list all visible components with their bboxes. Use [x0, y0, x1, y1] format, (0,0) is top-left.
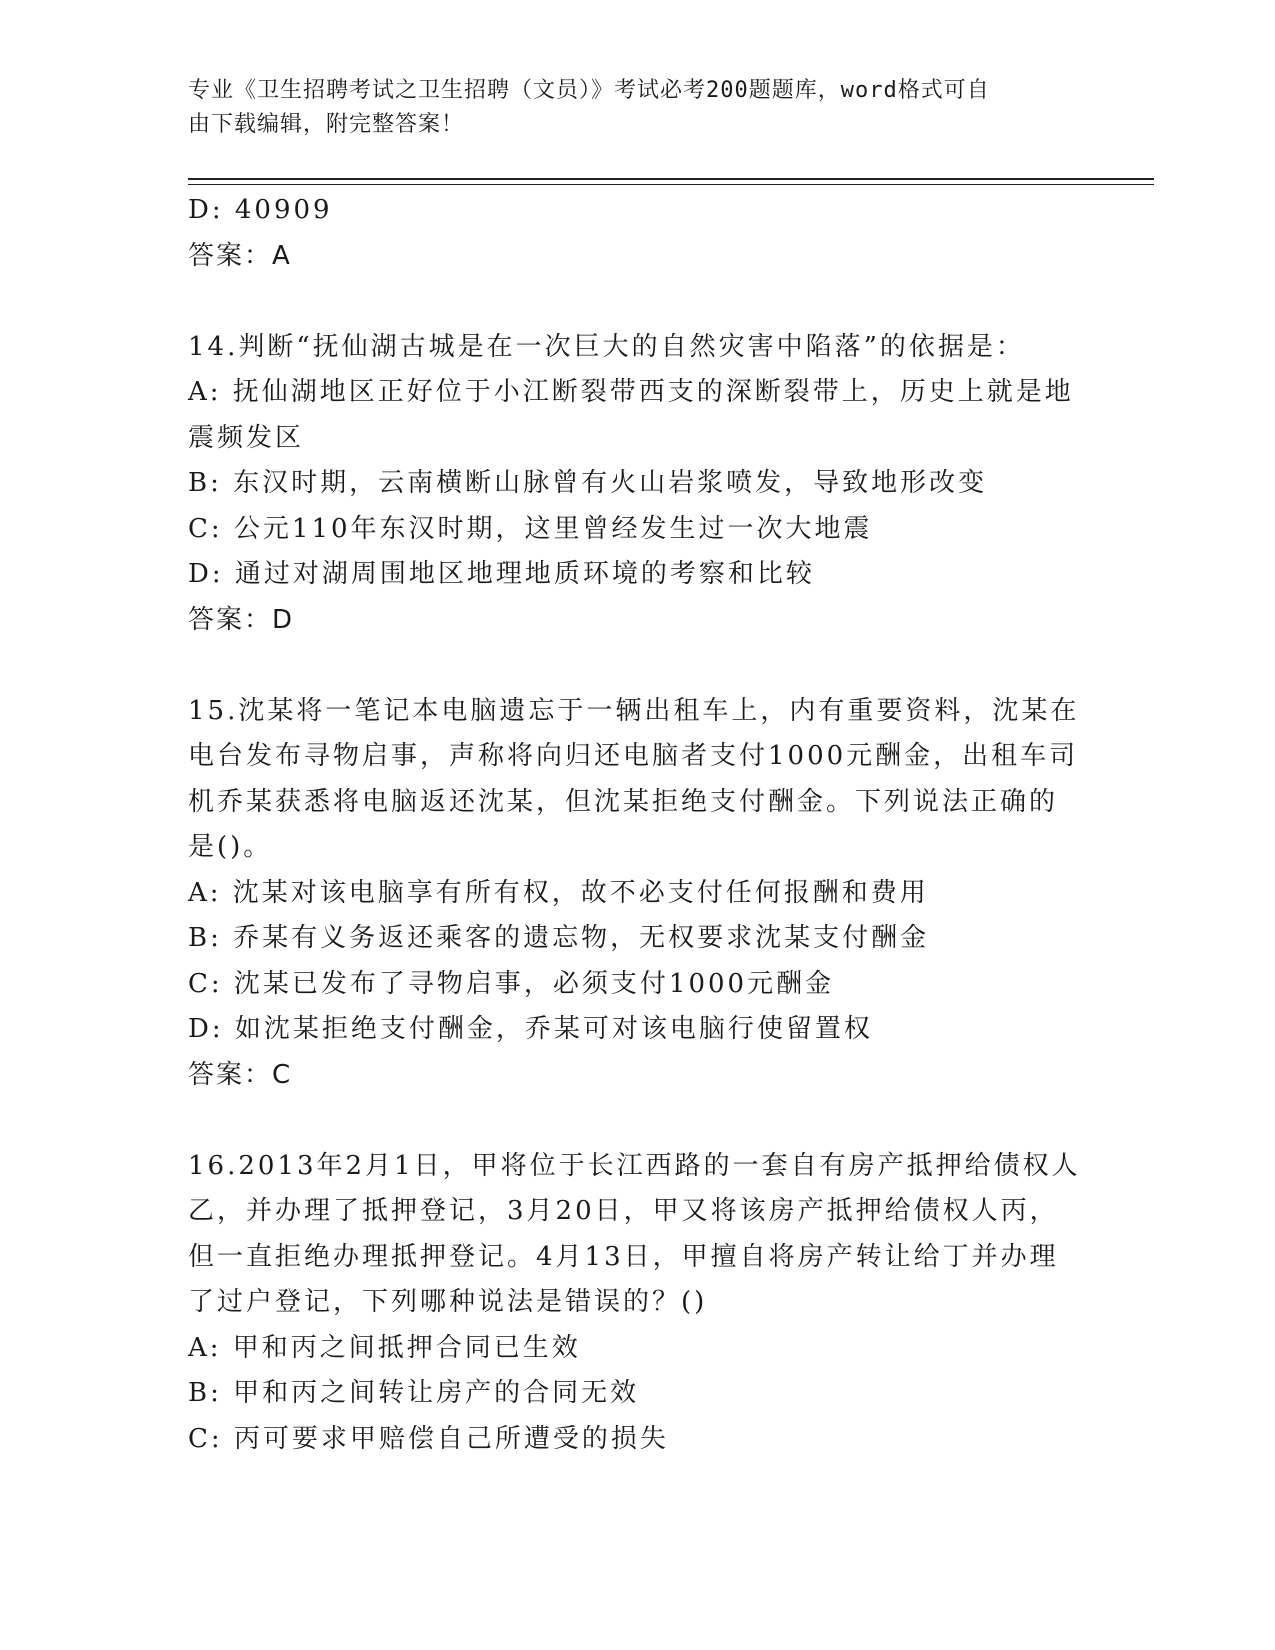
question-stem-continued: 乙，并办理了抵押登记，3月20日，甲又将该房产抵押给债权人丙， [188, 1196, 1059, 1226]
question-stem: 15.沈某将一笔记本电脑遗忘于一辆出租车上，内有重要资料，沈某在 [188, 695, 1080, 726]
header-divider-thin [188, 184, 1154, 185]
question-stem-continued: 但一直拒绝办理抵押登记。4月13日，甲擅自将房产转让给丁并办理 [188, 1241, 1059, 1272]
question-14 [188, 325, 1088, 644]
question-15 [188, 689, 1088, 1099]
question-stem-continued: 了过户登记，下列哪种说法是错误的？() [188, 1287, 708, 1317]
question-stem-continued: 电台发布寻物启事，声称将向归还电脑者支付1000元酬金，出租车司 [188, 741, 1079, 771]
spacer [188, 279, 1088, 325]
option-b: B: 甲和丙之间转让房产的合同无效 [188, 1378, 640, 1408]
option-c: C: 公元110年东汉时期，这里曾经发生过一次大地震 [188, 513, 873, 544]
option-a: A: 抚仙湖地区正好位于小江断裂带西支的深断裂带上，历史上就是地 [188, 377, 1074, 407]
question-stem: 16.2013年2月1日，甲将位于长江西路的一套自有房产抵押给债权人 [188, 1150, 1081, 1181]
option-a: A: 甲和丙之间抵押合同已生效 [188, 1332, 581, 1363]
option-c: C: 丙可要求甲赔偿自己所遭受的损失 [188, 1423, 669, 1454]
question-content [188, 188, 1088, 1462]
question-stem-continued: 机乔某获悉将电脑返还沈某，但沈某拒绝支付酬金。下列说法正确的 [188, 786, 1059, 817]
question-13-tail [188, 188, 1088, 279]
answer-line: 答案：D [188, 604, 295, 635]
spacer [188, 643, 1088, 689]
option-d: D: 通过对湖周围地区地理地质环境的考察和比较 [188, 559, 815, 589]
question-16 [188, 1144, 1088, 1463]
answer-line: 答案：A [188, 240, 292, 271]
option-a: A: 沈某对该电脑享有所有权，故不必支付任何报酬和费用 [188, 877, 929, 908]
header-title-line-1: 专业《卫生招聘考试之卫生招聘（文员）》考试必考200题题库，word格式可自 [188, 78, 990, 103]
page-header [188, 74, 1068, 142]
option-b: B: 东汉时期，云南横断山脉曾有火山岩浆喷发，导致地形改变 [188, 468, 988, 498]
option-d: D: 如沈某拒绝支付酬金，乔某可对该电脑行使留置权 [188, 1014, 873, 1044]
question-stem: 14.判断“抚仙湖古城是在一次巨大的自然灾害中陷落”的依据是： [188, 331, 1025, 362]
header-title-line-2: 由下载编辑，附完整答案！ [188, 112, 465, 137]
option-d: D: 40909 [188, 195, 333, 225]
question-stem-continued: 是()。 [188, 832, 273, 862]
answer-line: 答案：C [188, 1059, 293, 1090]
spacer [188, 1098, 1088, 1144]
option-b: B: 乔某有义务返还乘客的遗忘物，无权要求沈某支付酬金 [188, 923, 930, 953]
option-c: C: 沈某已发布了寻物启事，必须支付1000元酬金 [188, 968, 835, 999]
header-divider-thick [188, 178, 1154, 180]
option-a-continued: 震频发区 [188, 422, 305, 453]
